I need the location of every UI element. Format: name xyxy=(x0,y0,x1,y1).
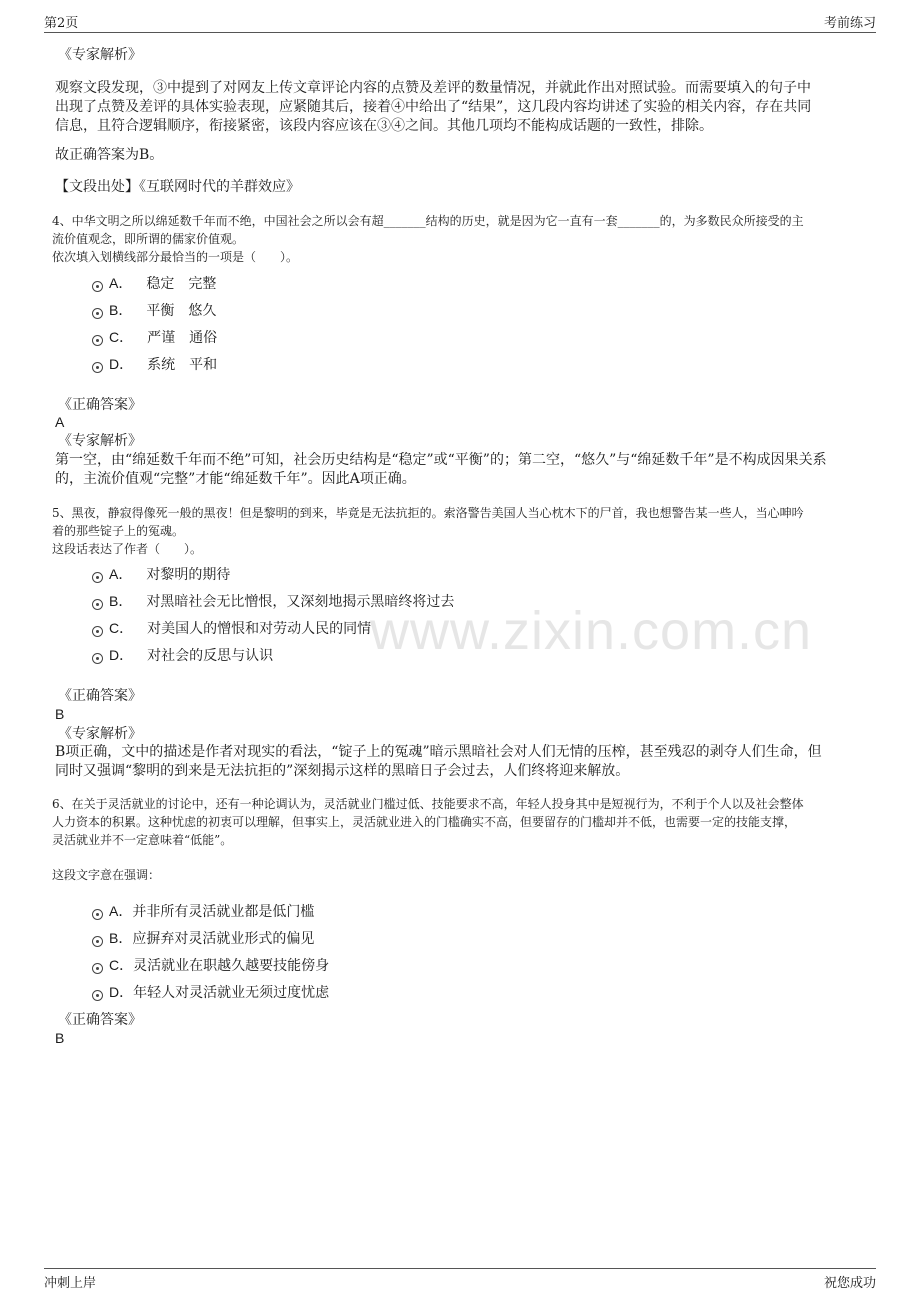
q3-conclusion: 故正确答案为B。 xyxy=(55,147,164,163)
option-text: 灵活就业在职越久越要技能傍身 xyxy=(133,958,330,974)
option-label: B． xyxy=(109,593,133,609)
option-text: 并非所有灵活就业都是低门槛 xyxy=(132,904,315,920)
option-text: 对黎明的期待 xyxy=(146,567,231,583)
q4-stem-line: 4、中华文明之所以绵延数千年而不绝，中国社会之所以会有超_______结构的历史，就是因为它一直有一套_______的，为多数民众所接受的主 xyxy=(52,214,804,228)
option-text: 稳定 完整 xyxy=(146,276,217,292)
q5-answer: B xyxy=(55,706,65,722)
q4-answer-label: 《正确答案》 xyxy=(58,397,142,413)
q4-analysis-line: 第一空，由“绵延数千年而不绝”可知，社会历史结构是“稳定”或“平衡”的；第二空，“悠久”与“绵延数千年”是不构成因果关系 xyxy=(55,452,827,468)
q6-stem-line: 灵活就业并不一定意味着“低能”。 xyxy=(52,833,233,847)
option-text: 年轻人对灵活就业无须过度忧虑 xyxy=(133,985,330,1001)
q6-answer: B xyxy=(55,1030,65,1046)
q5-analysis-line: B项正确，文中的描述是作者对现实的看法，“锭子上的冤魂”暗示黑暗社会对人们无情的压榨，甚至残忍的剥夺人们生命，但 xyxy=(55,744,822,760)
q5-stem-line: 这段话表达了作者（ ）。 xyxy=(52,542,203,556)
footer-right-text: 祝您成功 xyxy=(823,1276,876,1291)
q6-stem xyxy=(52,795,872,849)
option-label: C． xyxy=(109,329,134,345)
q6-answer-label: 《正确答案》 xyxy=(58,1012,142,1028)
q5-answer-label: 《正确答案》 xyxy=(58,688,142,704)
option-text: 对美国人的憎恨和对劳动人民的同情 xyxy=(147,621,372,637)
q4-option-d[interactable] xyxy=(92,355,217,374)
q6-option-c[interactable] xyxy=(92,956,329,975)
option-label: D． xyxy=(109,647,134,663)
option-label: D． xyxy=(109,356,134,372)
q5-option-d[interactable] xyxy=(92,646,273,665)
page-header xyxy=(44,12,876,33)
radio-icon[interactable] xyxy=(92,335,103,346)
watermark: www.zixin.com.cn xyxy=(370,601,813,661)
option-text: 应摒弃对灵活就业形式的偏见 xyxy=(132,931,315,947)
q6-option-d[interactable] xyxy=(92,983,329,1002)
page-footer xyxy=(44,1268,876,1291)
q5-analysis xyxy=(55,743,865,781)
radio-icon[interactable] xyxy=(92,963,103,974)
option-label: A． xyxy=(109,903,133,919)
q3-source: 【文段出处】《互联网时代的羊群效应》 xyxy=(55,179,300,195)
radio-icon[interactable] xyxy=(92,653,103,664)
q4-stem xyxy=(52,212,872,266)
option-text: 系统 平和 xyxy=(147,357,218,373)
radio-icon[interactable] xyxy=(92,362,103,373)
radio-icon[interactable] xyxy=(92,308,103,319)
option-label: B． xyxy=(109,930,133,946)
q3-analysis-line: 信息，且符合逻辑顺序，衔接紧密，该段内容应该在③④之间。其他几项均不能构成话题的一致性，排除。 xyxy=(55,118,713,134)
q5-analysis-label: 《专家解析》 xyxy=(58,726,142,742)
radio-icon[interactable] xyxy=(92,599,103,610)
q5-option-c[interactable] xyxy=(92,619,371,638)
option-label: B． xyxy=(109,302,133,318)
radio-icon[interactable] xyxy=(92,281,103,292)
q5-stem xyxy=(52,504,872,558)
q4-stem-line: 依次填入划横线部分最恰当的一项是（ ）。 xyxy=(52,250,299,264)
q6-option-b[interactable] xyxy=(92,929,314,948)
q5-stem-line: 5、黑夜，静寂得像死一般的黑夜！但是黎明的到来，毕竟是无法抗拒的。索洛警告美国人当心枕木下的尸首，我也想警告某一些人，当心呻吟 xyxy=(52,506,804,520)
q6-option-a[interactable] xyxy=(92,902,314,921)
radio-icon[interactable] xyxy=(92,990,103,1001)
q4-stem-line: 流价值观念，即所谓的儒家价值观。 xyxy=(52,232,245,246)
option-label: A． xyxy=(109,566,133,582)
radio-icon[interactable] xyxy=(92,626,103,637)
q6-prompt: 这段文字意在强调： xyxy=(52,868,161,882)
q5-analysis-line: 同时又强调“黎明的到来是无法抗拒的”深刻揭示这样的黑暗日子会过去，人们终将迎来解放。 xyxy=(55,763,630,779)
option-label: A． xyxy=(109,275,133,291)
option-label: D． xyxy=(109,984,134,1000)
option-label: C． xyxy=(109,957,134,973)
q3-analysis-line: 观察文段发现，③中提到了对网友上传文章评论内容的点赞及差评的数量情况，并就此作出对照试验。而需要填入的句子中 xyxy=(55,80,811,96)
header-title: 考前练习 xyxy=(823,16,876,31)
option-text: 对社会的反思与认识 xyxy=(147,648,274,664)
page-number: 第2页 xyxy=(44,16,79,31)
q4-option-c[interactable] xyxy=(92,328,217,347)
q4-analysis-line: 的，主流价值观“完整”才能“绵延数千年”。因此A项正确。 xyxy=(55,471,416,487)
option-text: 平衡 悠久 xyxy=(146,303,217,319)
radio-icon[interactable] xyxy=(92,572,103,583)
q6-stem-line: 6、在关于灵活就业的讨论中，还有一种论调认为，灵活就业门槛过低、技能要求不高，年轻人投身其中是短视行为，不利于个人以及社会整体 xyxy=(52,797,804,811)
q5-stem-line: 着的那些锭子上的冤魂。 xyxy=(52,524,185,538)
radio-icon[interactable] xyxy=(92,909,103,920)
option-text: 对黑暗社会无比憎恨，又深刻地揭示黑暗终将过去 xyxy=(146,594,455,610)
option-label: C． xyxy=(109,620,134,636)
q3-analysis-label: 《专家解析》 xyxy=(58,47,142,63)
q4-option-a[interactable] xyxy=(92,274,216,293)
q4-answer: A xyxy=(55,414,65,430)
q5-option-b[interactable] xyxy=(92,592,454,611)
q5-option-a[interactable] xyxy=(92,565,230,584)
q3-analysis-line: 出现了点赞及差评的具体实验表现，应紧随其后，接着④中给出了“结果”，这几段内容均讲述了实验的相关内容，存在共同 xyxy=(55,99,812,115)
q4-analysis xyxy=(55,451,865,489)
q3-analysis xyxy=(55,79,865,136)
q4-option-b[interactable] xyxy=(92,301,216,320)
q4-analysis-label: 《专家解析》 xyxy=(58,433,142,449)
radio-icon[interactable] xyxy=(92,936,103,947)
option-text: 严谨 通俗 xyxy=(147,330,218,346)
footer-left-text: 冲刺上岸 xyxy=(44,1276,97,1291)
q6-stem-line: 人力资本的积累。这种忧虑的初衷可以理解，但事实上，灵活就业进入的门槛确实不高，但要留存的门槛却并不低，也需要一定的技能支撑， xyxy=(52,815,797,829)
